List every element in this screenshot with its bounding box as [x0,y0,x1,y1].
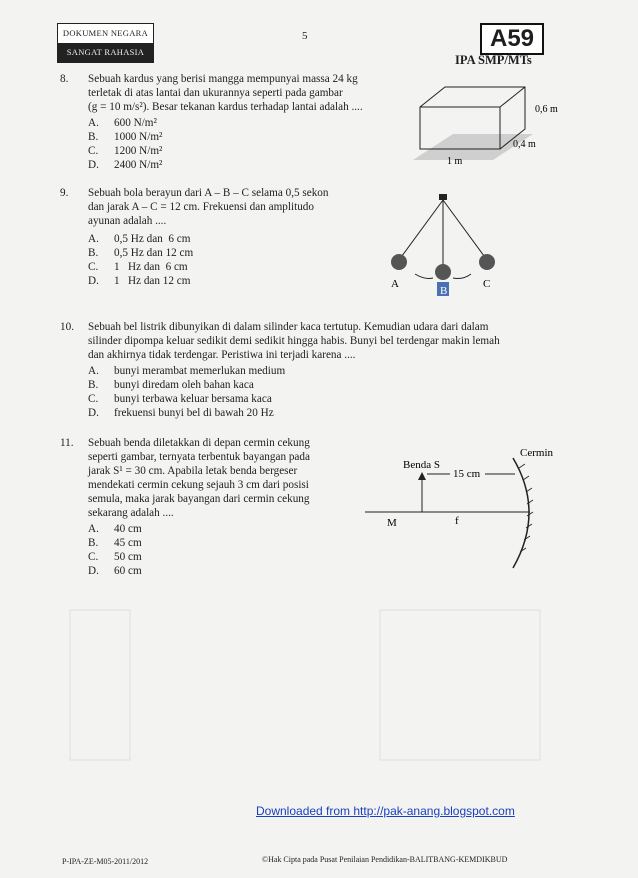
stamp-top-text: DOKUMEN NEGARA [62,28,149,38]
f-label: f [455,515,459,527]
option-d[interactable]: D. 2400 N/m² [88,159,163,171]
question-line: terletak di atas lantai dan ukurannya seperti pada gambar [88,87,343,99]
subject-title: IPA SMP/MTs [455,53,532,67]
m-label: M [387,517,397,529]
question-text [88,72,408,114]
question-text [88,320,558,362]
option-c[interactable]: C. 50 cm [88,551,142,563]
arrow-right [453,274,471,279]
ball-a [391,254,407,270]
question-line: sekarang adalah .... [88,507,174,519]
option-a[interactable]: A. 0,5 Hz dan 6 cm [88,233,191,245]
question-line: dan jarak A – C = 12 cm. Frekuensi dan amplitudo [88,201,314,213]
question-line: Sebuah bola berayun dari A – B – C selama 0,5 sekon [88,187,329,199]
ball-b [435,264,451,280]
page-number: 5 [302,30,308,42]
exam-code: A59 [480,23,544,55]
question-line: mendekati cermin cekung sejauh 3 cm dari posisi [88,479,309,491]
question-line: (g = 10 m/s²). Besar tekanan kardus terhadap lantai adalah .... [88,101,363,113]
bleed-through-background [60,600,560,780]
label-c: C [483,278,491,290]
object-arrowhead [418,472,426,480]
question-text [88,436,358,520]
question-line: Sebuah kardus yang berisi mangga mempunyai massa 24 kg [88,73,358,85]
pendulum-figure [385,190,500,302]
question-line: silinder dipompa keluar sedikit demi sedikit hingga habis. Bunyi bel terdengar makin lemah [88,335,500,347]
ghost-shape [70,610,130,760]
box-figure [405,72,575,167]
option-a[interactable]: A. 40 cm [88,523,142,535]
depth-label: 0,4 m [513,139,536,150]
question-10 [60,320,560,420]
option-d[interactable]: D. 60 cm [88,565,142,577]
mirror-label: Cermin [520,447,553,459]
question-line: ayunan adalah .... [88,215,167,227]
arrow-left [415,274,433,279]
footer-code: P-IPA-ZE-M05-2011/2012 [62,857,149,866]
question-line: Sebuah bel listrik dibunyikan di dalam silinder kaca tertutup. Kemudian udara dari dalam [88,321,489,333]
question-9 [60,186,380,290]
length-label: 1 m [447,156,463,167]
concave-mirror-figure [355,440,570,590]
question-number: 10. [60,321,74,333]
object-label: Benda S [403,459,440,471]
option-c[interactable]: C. bunyi terbawa keluar bersama kaca [88,393,272,405]
mirror-hatching [519,464,533,552]
question-11 [60,436,360,586]
option-b[interactable]: B. 45 cm [88,537,142,549]
options-list [88,232,193,288]
option-c[interactable]: C. 1 Hz dan 6 cm [88,261,188,273]
document-stamp [57,23,154,63]
options-list [88,364,285,420]
height-label: 0,6 m [535,104,558,115]
footer-copyright: ©Hak Cipta pada Pusat Penilaian Pendidikan-BALITBANG-KEMDIKBUD [262,855,508,864]
question-number: 11. [60,437,74,449]
option-a[interactable]: A. 600 N/m² [88,117,157,129]
question-text [88,186,388,228]
option-b[interactable]: B. 1000 N/m² [88,131,163,143]
question-number: 8. [60,73,69,85]
option-b[interactable]: B. 0,5 Hz dan 12 cm [88,247,194,259]
question-line: dan akhirnya tidak terdengar. Peristiwa ini terjadi karena .... [88,349,356,361]
stamp-bottom-text: SANGAT RAHASIA [58,43,153,62]
option-d[interactable]: D. 1 Hz dan 12 cm [88,275,191,287]
ball-c [479,254,495,270]
option-b[interactable]: B. bunyi diredam oleh bahan kaca [88,379,254,391]
pivot [439,194,447,200]
question-line: seperti gambar, ternyata terbentuk bayangan pada [88,451,310,463]
question-number: 9. [60,187,69,199]
question-8 [60,72,400,182]
download-link[interactable]: Downloaded from http://pak-anang.blogspot.com [256,804,515,818]
option-c[interactable]: C. 1200 N/m² [88,145,163,157]
option-d[interactable]: D. frekuensi bunyi bel di bawah 20 Hz [88,407,274,419]
label-a: A [391,278,399,290]
question-line: semula, maka jarak bayangan dari cermin cekung [88,493,310,505]
question-line: jarak S¹ = 30 cm. Apabila letak benda bergeser [88,465,298,477]
option-a[interactable]: A. bunyi merambat memerlukan medium [88,365,286,377]
distance-label: 15 cm [453,468,481,480]
label-b: B [440,285,448,297]
options-list [88,116,162,172]
ghost-shape [380,610,540,760]
pendulum-strings [399,200,487,270]
options-list [88,522,142,578]
question-line: Sebuah benda diletakkan di depan cermin cekung [88,437,310,449]
